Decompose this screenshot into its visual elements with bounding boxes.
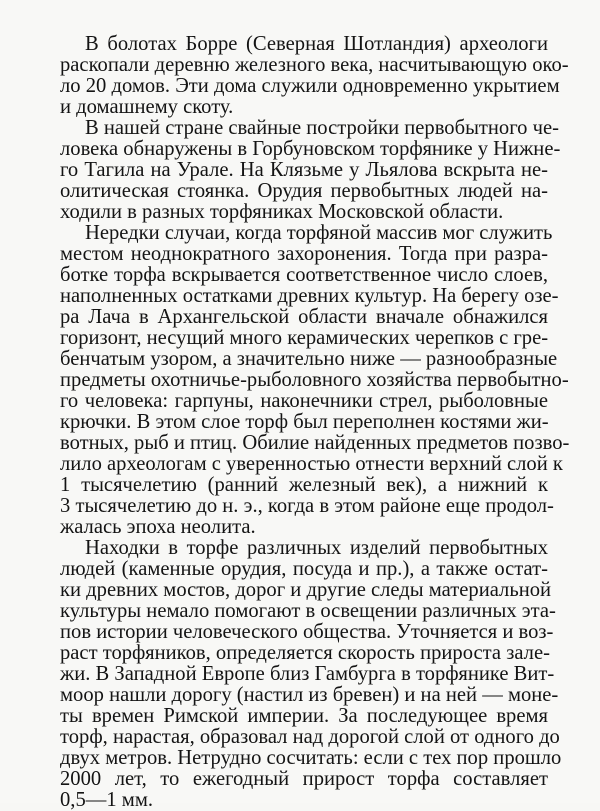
text-line: бенчатым узором, а значительно ниже — разнообразные xyxy=(60,348,558,370)
text-line: В болотах Борре (Северная Шотландия) археологи xyxy=(85,33,548,55)
text-line: жалась эпоха неолита. xyxy=(60,516,256,538)
text-line: го Тагила на Урале. На Клязьме у Льялова вскрыта не- xyxy=(60,159,548,181)
text-line: ра Лача в Архангельской области вначале обнажился xyxy=(60,306,548,328)
text-line: лило археологам с уверенностью отнести верхний слой к xyxy=(60,453,563,475)
text-line: и домашнему скоту. xyxy=(60,96,234,118)
text-line: 2000 лет, то ежегодный прирост торфа составляет xyxy=(60,768,548,790)
text-line: местом неоднократного захоронения. Тогда при разра- xyxy=(60,243,548,265)
text-line: го человека: гарпуны, наконечники стрел, рыболовные xyxy=(60,390,548,412)
text-line: ловека обнаружены в Горбуновском торфянике у Нижне- xyxy=(60,138,561,160)
text-line: моор нашли дорогу (настил из бревен) и на ней — моне- xyxy=(60,684,559,706)
paragraph xyxy=(60,117,561,223)
text-line: культуры немало помогают в освещении различных эта- xyxy=(60,600,556,622)
text-line: Находки в торфе различных изделий первобытных xyxy=(85,537,548,559)
text-line: двух метров. Нетрудно сосчитать: если с тех пор прошло xyxy=(60,747,562,769)
text-line: В нашей стране свайные постройки первобытного че- xyxy=(85,117,559,139)
text-line: ты времен Римской империи. За последующее время xyxy=(60,705,548,727)
text-line: людей (каменные орудия, посуда и пр.), а также остат- xyxy=(60,558,548,580)
text-line: раскопали деревню железного века, насчитывающую око- xyxy=(60,54,569,76)
paragraph xyxy=(60,222,570,538)
text-line: ботке торфа вскрывается соответственное число слоев, xyxy=(60,264,548,286)
text-line: раст торфяников, определяется скорость прироста зале- xyxy=(60,642,550,664)
text-line: горизонт, несущий много керамических черепков с гре- xyxy=(60,327,549,349)
text-line: пов истории человеческого общества. Уточняется и воз- xyxy=(60,621,554,643)
paragraph xyxy=(60,33,569,118)
text-line: Нередки случаи, когда торфяной массив мог служить xyxy=(85,222,553,244)
text-line: предметы охотничье-рыболовного хозяйства первобытно- xyxy=(60,369,569,391)
text-line: ки древних мостов, дорог и другие следы материальной xyxy=(60,579,552,601)
text-line: 3 тысячелетию до н. э., когда в этом районе еще продол- xyxy=(60,495,554,517)
text-line: крючки. В этом слое торф был переполнен костями жи- xyxy=(60,411,549,433)
body-text xyxy=(60,33,570,811)
text-line: торф, нарастая, образовал над дорогой слой от одного до xyxy=(60,726,560,748)
text-line: вотных, рыб и птиц. Обилие найденных предметов позво- xyxy=(60,432,570,454)
text-line: жи. В Западной Европе близ Гамбурга в торфянике Вит- xyxy=(60,663,555,685)
text-line: олитическая стоянка. Орудия первобытных людей на- xyxy=(60,180,548,202)
paragraph xyxy=(60,537,562,811)
text-line: наполненных остатками древних культур. На берегу озе- xyxy=(60,285,559,307)
text-line: ло 20 домов. Эти дома служили одновременно укрытием xyxy=(60,75,560,97)
text-line: 0,5—1 мм. xyxy=(60,789,153,811)
text-line: ходили в разных торфяниках Московской области. xyxy=(60,201,504,223)
text-line: 1 тысячелетию (ранний железный век), а нижний к xyxy=(60,474,548,496)
